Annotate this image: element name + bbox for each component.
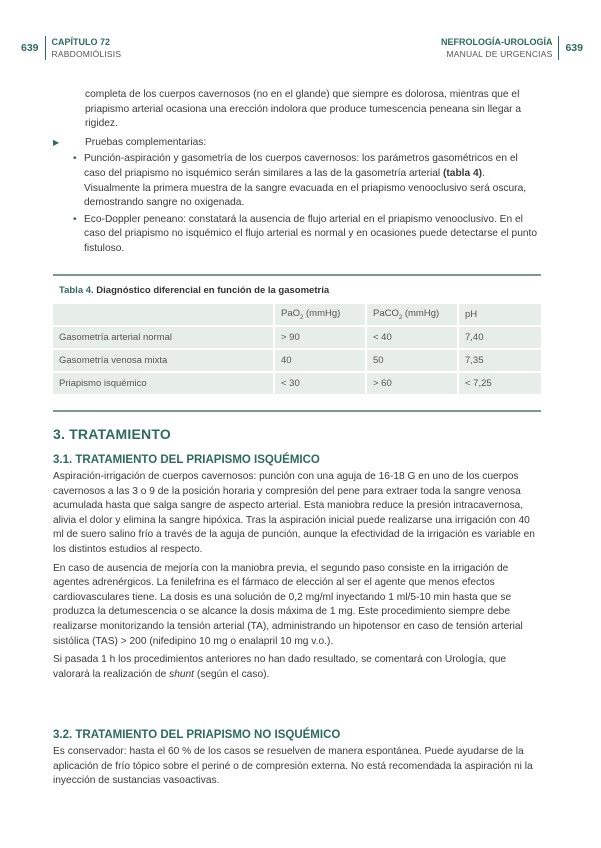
table-4 — [53, 274, 541, 412]
header-left — [21, 36, 121, 60]
chapter-title: CAPÍTULO 72 — [51, 37, 111, 47]
pruebas-block — [85, 136, 206, 151]
intro-content — [53, 88, 541, 259]
section-3 — [53, 426, 543, 442]
table-row — [53, 350, 541, 371]
header-divider-left — [45, 36, 46, 60]
subsection-heading: 3.1. TRATAMIENTO DEL PRIAPISMO ISQUÉMICO — [53, 454, 320, 466]
table-bottom-rule — [53, 410, 541, 412]
cell: 40 — [275, 350, 367, 371]
list-item — [73, 213, 541, 257]
header-cell-paco2: PaCO$_2$ (mmHg) — [367, 304, 459, 325]
cell: > 90 — [275, 327, 367, 348]
pruebas-item — [53, 136, 541, 151]
cell: < 30 — [275, 373, 367, 394]
cell: < 40 — [367, 327, 459, 348]
header-divider-right — [558, 36, 559, 60]
paragraph: En caso de ausencia de mejoría con la maniobra previa, el segundo paso consiste en la irrigación de agentes adrenérgicos. La fenilefrina es el fármaco de elección al ser el agente que menos efectos cardiovasculares tiene. La dosis es una solución de 0,2 mg/ml inyectando 1 ml/5-10 min hasta que se produzca la detumescencia o se alcance la dosis máxima de 1 mg. Este procedimiento siempre debe realizarse monitorizando la tensión arterial (TA), administrando un hipotensor en caso de tensión arterial sistólica (TAS) > 200 (nifedipino 10 mg o enalapril 10 mg v.o.). — [53, 562, 523, 647]
table-header-row — [53, 304, 541, 325]
cell: 7,35 — [459, 350, 541, 371]
paragraph: Aspiración-irrigación de cuerpos cavernosos: punción con una aguja de 16-18 G en uno de los cuerpos cavernosos a las 3 o 9 de la posición horaria y compresión del pene para extraer toda la sangre venosa acumulada hasta que salga sangre de aspecto arterial. Esta maniobra reduce la presión intracavernosa, alivia el dolor y elimina la sangre hipóxica. Tras la aspiración inicial puede realizarse una irrigación con 40 ml de suero salino frío a través de la aguja de punción, aunque la efectividad de la irrigación es variable en los distintos estudios al respecto. — [53, 471, 535, 555]
cell: > 60 — [367, 373, 459, 394]
section-3-2 — [53, 729, 543, 793]
header-right — [441, 36, 583, 60]
header-cell-empty — [53, 304, 275, 325]
subsection-heading: 3.2. TRATAMIENTO DEL PRIAPISMO NO ISQUÉMICO — [53, 729, 341, 741]
page-number-left: 639 — [21, 42, 39, 54]
chapter-subtitle: RABDOMIÓLISIS — [51, 49, 122, 59]
table-caption-label: Tabla 4. — [59, 285, 94, 296]
cell: Gasometría venosa mixta — [53, 350, 275, 371]
section-3-1 — [53, 454, 543, 686]
cell: Gasometría arterial normal — [53, 327, 275, 348]
table-row — [53, 327, 541, 348]
header-left-text — [52, 36, 122, 60]
table-caption-text: Diagnóstico diferencial en función de la gasometría — [93, 285, 330, 296]
continuation-paragraph: completa de los cuerpos cavernosos (no en el glande) que siempre es dolorosa, mientras que el priapismo arterial ocasiona una erección indolora que produce tumescencia peneana sin llegar a rigidez. — [85, 89, 522, 130]
bullet-text-cont: . Visualmente la primera muestra de la sangre evacuada en el priapismo venooclusivo será oscura, demostrando sangre no oxigenada. — [84, 167, 527, 209]
gasometry-table — [53, 302, 541, 396]
shunt-term: shunt — [169, 668, 195, 680]
table-row — [53, 373, 541, 394]
cell: 50 — [367, 350, 459, 371]
bullet-text: Eco-Doppler peneano: constatará la ausencia de flujo arterial en el priapismo venooclusivo. En el caso del priapismo no isquémico el flujo arterial es normal y en ocasiones puede detectarse el punto fistuloso. — [84, 213, 538, 254]
section-heading: 3. TRATAMIENTO — [53, 426, 171, 442]
bullet-text: Punción-aspiración y gasometría de los cuerpos cavernosos: los parámetros gasométricos en el caso del priapismo no isquémico serán similares a las de la gasometría arterial — [84, 153, 518, 179]
table-caption — [59, 285, 541, 296]
cell: < 7,25 — [459, 373, 541, 394]
header-right-text — [441, 36, 553, 60]
triangle-bullet-icon: ▶ — [53, 137, 60, 147]
list-item — [73, 152, 541, 210]
page-number-right: 639 — [565, 42, 583, 54]
pruebas-label: Pruebas complementarias: — [85, 136, 207, 148]
paragraph: Si pasada 1 h los procedimientos anteriores no han dado resultado, se comentará con Urología, que valorará la realización de shunt (según el caso). — [53, 654, 507, 680]
header-cell-pao2: PaO$_2$ (mmHg) — [275, 304, 367, 325]
section-title: NEFROLOGÍA-UROLOGÍA — [440, 37, 553, 47]
cell: 7,40 — [459, 327, 541, 348]
paragraph: Es conservador: hasta el 60 % de los casos se resuelven de manera espontánea. Puede ayudarse de la aplicación de frío tópico sobre el periné o de compresión externa. No está recomendada la aspiración ni la inyección de sustancias vasoactivas. — [53, 746, 533, 787]
pruebas-list — [53, 152, 541, 256]
cell: Priapismo isquémico — [53, 373, 275, 394]
table-top-rule — [53, 274, 541, 276]
book-title: MANUAL DE URGENCIAS — [446, 49, 553, 59]
header-cell-ph: pH — [459, 304, 541, 325]
table-reference: (tabla 4) — [443, 167, 483, 179]
